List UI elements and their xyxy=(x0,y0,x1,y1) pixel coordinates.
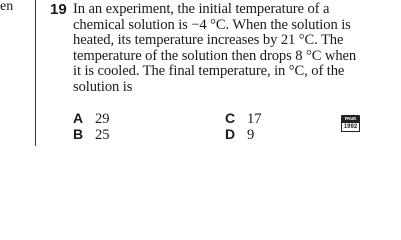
stem-line: heated, its temperature increases by 21 °C. The xyxy=(73,32,344,49)
option-value: 29 xyxy=(95,111,110,127)
option-letter: A xyxy=(73,110,84,126)
stamp-label: PAUK xyxy=(344,116,357,121)
stamp-year: 1992 xyxy=(341,122,360,132)
question-stem xyxy=(73,2,393,96)
cropped-edge-text: en xyxy=(0,0,14,14)
stem-line: temperature of the solution then drops 8 °C when xyxy=(73,47,357,64)
source-year-stamp xyxy=(341,115,360,132)
stem-line: In an experiment, the initial temperature of a xyxy=(73,1,330,17)
stem-line: it is cooled. The final temperature, in °C, of the xyxy=(73,63,345,80)
option-value: 9 xyxy=(247,127,255,143)
option-value: 17 xyxy=(247,111,262,127)
question-number: 19 xyxy=(50,1,67,18)
option-b xyxy=(73,126,110,143)
stem-line: chemical solution is −4 °C. When the solution is xyxy=(73,16,351,33)
column-divider xyxy=(35,0,36,146)
option-letter: D xyxy=(225,126,236,142)
option-value: 25 xyxy=(95,127,110,143)
option-c xyxy=(225,110,262,127)
option-letter: C xyxy=(225,110,236,126)
option-d xyxy=(225,126,254,143)
option-letter: B xyxy=(73,126,84,142)
option-a xyxy=(73,110,110,127)
stem-line: solution is xyxy=(73,78,133,95)
